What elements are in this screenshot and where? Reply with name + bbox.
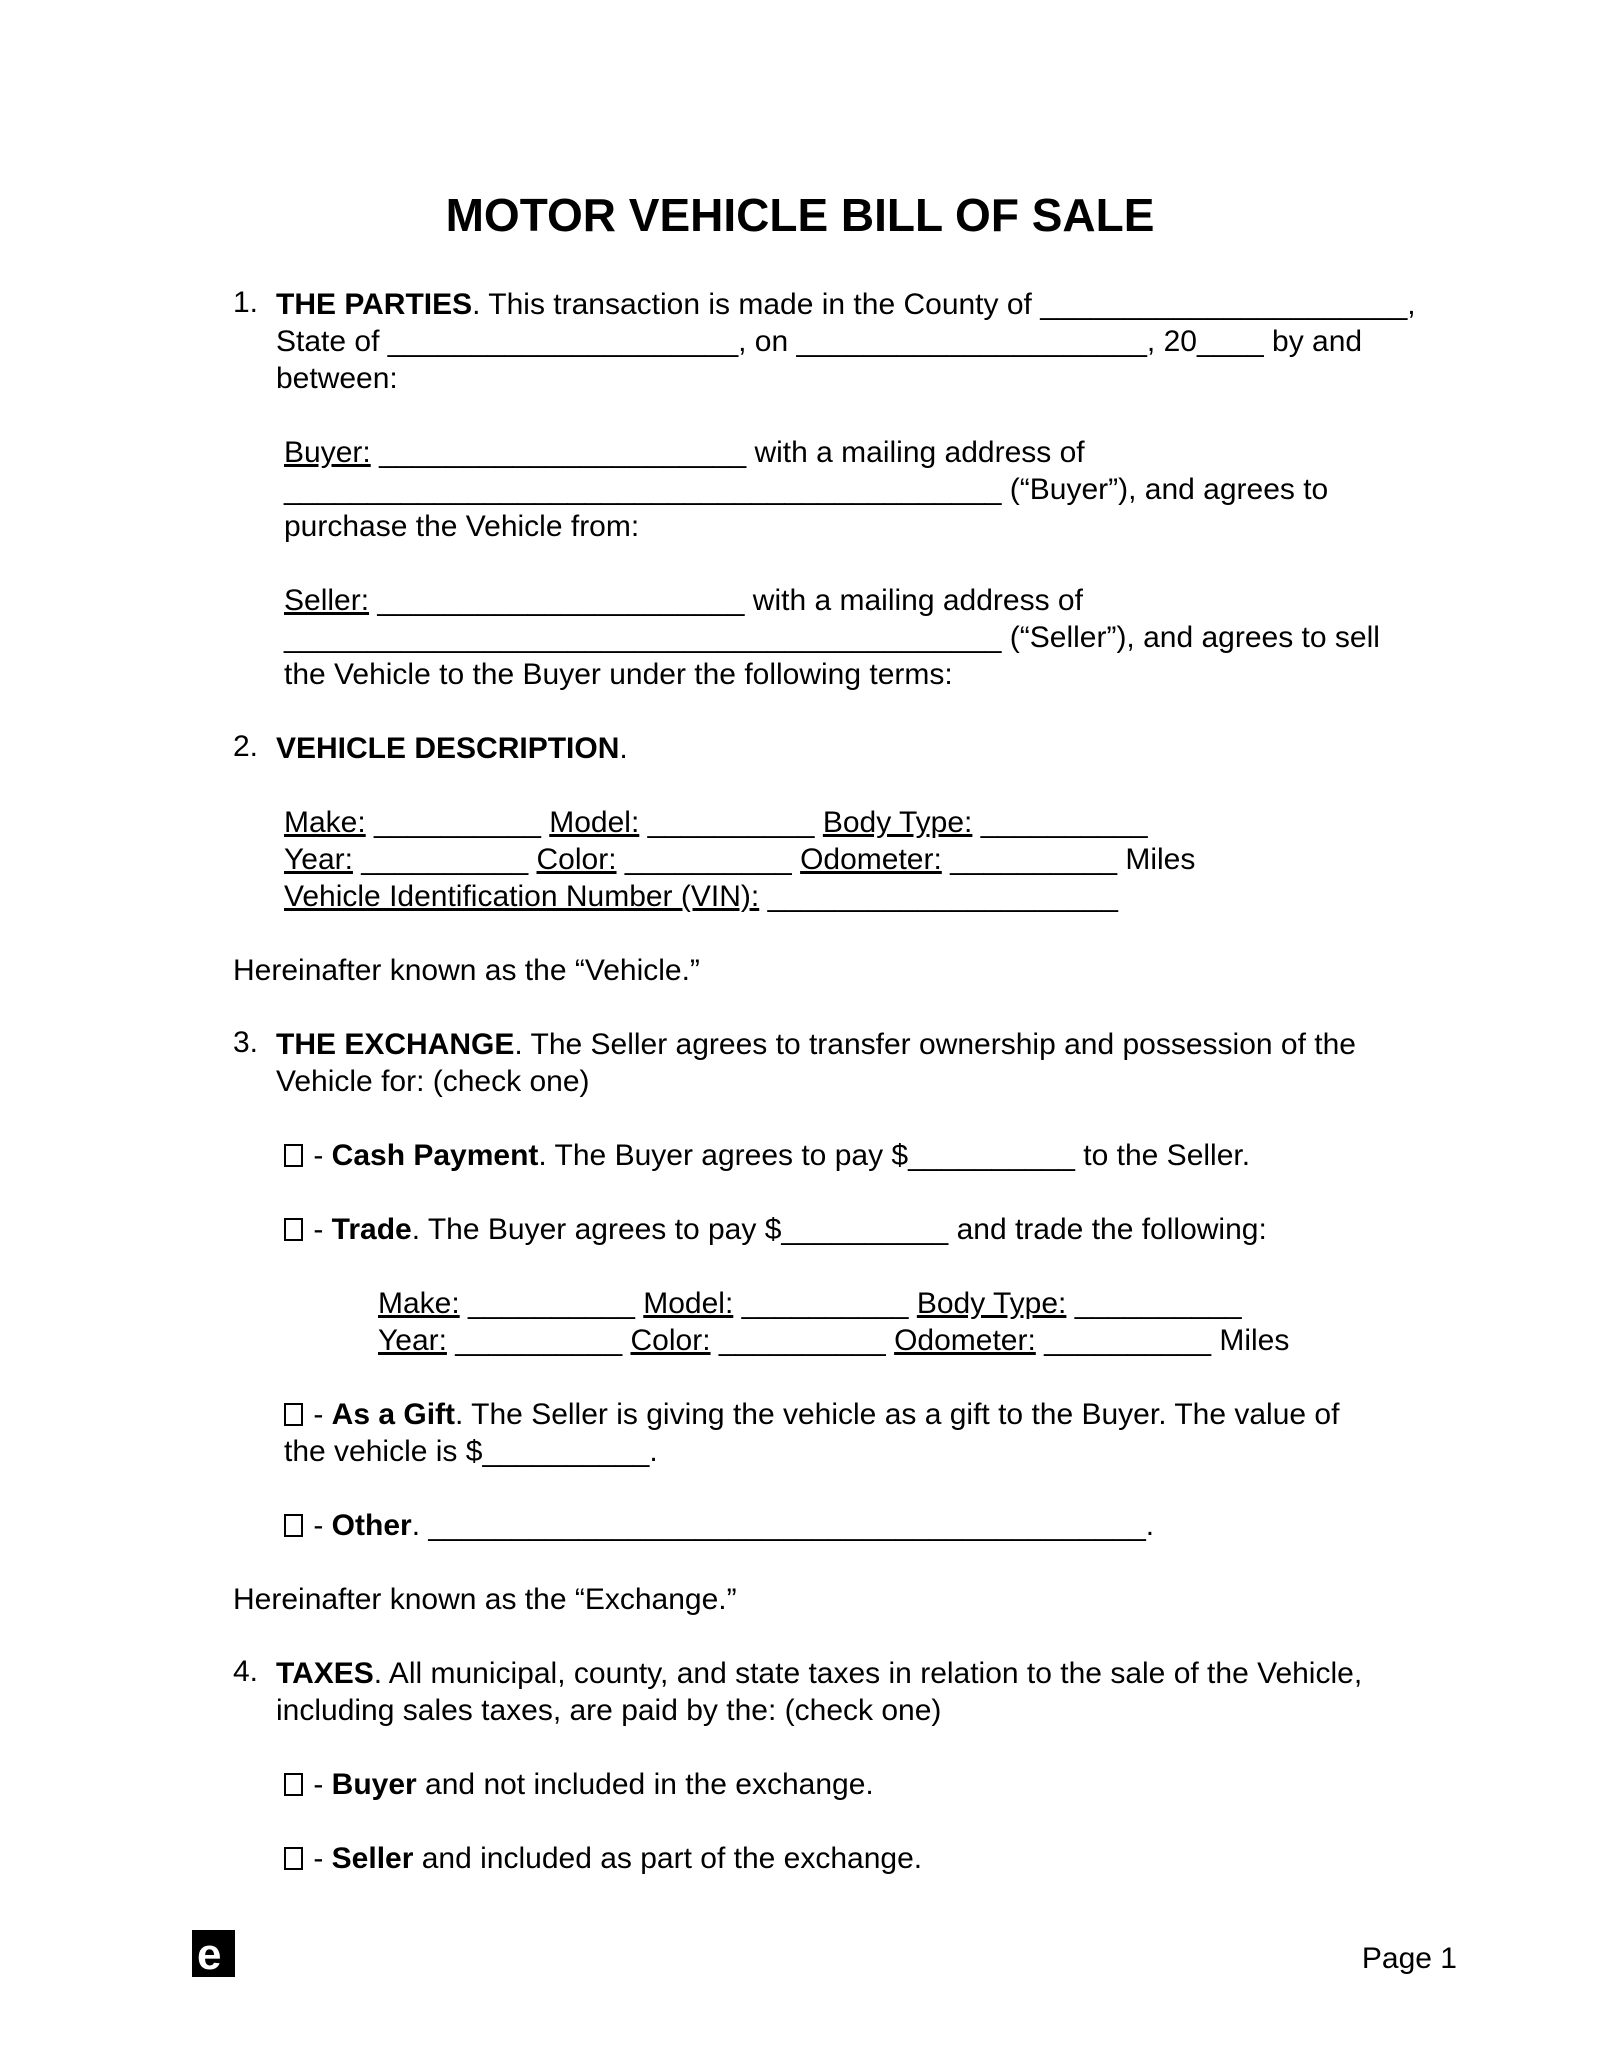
text-line [276,1026,1490,1063]
text-line [284,841,1490,878]
text-run: . This transaction is made in the County of [472,288,1041,321]
item-number: 3. [233,1026,259,1059]
trade-make-blank[interactable]: __________ [468,1287,635,1320]
as-a-gift-checkbox[interactable] [284,1403,303,1426]
page-number: Page 1 [1361,1942,1457,1975]
trade-make-label: Make: [378,1287,460,1320]
section-1-the-parties [233,286,1490,397]
section-2-vehicle-description [233,730,1490,767]
trade-year-blank[interactable]: __________ [455,1324,623,1357]
text-line [276,1655,1490,1692]
text-line [284,878,1490,915]
trade-color-label: Color: [630,1324,711,1357]
vin-label: Vehicle Identification Number (VIN): [284,880,760,913]
text-run [942,843,950,876]
text-run: purchase the Vehicle from: [284,510,640,543]
text-run: , [1407,288,1416,321]
text-run: to the Seller. [1074,1139,1251,1172]
cash-payment-checkbox[interactable] [284,1144,303,1167]
text-line [284,582,1490,619]
text-line [284,508,1490,545]
item-number: 2. [233,730,259,763]
cash-payment-label: Cash Payment [331,1139,539,1172]
text-run: . The Seller is giving the vehicle as a gift to the Buyer. The value of [455,1398,1340,1431]
text-run: Miles [1211,1324,1290,1357]
text-run: . All municipal, county, and state taxes in relation to the sale of the Vehicle, [373,1657,1363,1690]
text-run: and included as part of the exchange. [413,1842,923,1875]
text-line [276,323,1490,360]
text-run: . The Buyer agrees to pay $ [411,1213,782,1246]
text-line [276,286,1490,323]
buyer-name-blank[interactable]: ______________________ [379,436,747,469]
text-line [276,1692,1490,1729]
text-run [886,1324,894,1357]
text-run: . [649,1435,658,1468]
trade-checkbox[interactable] [284,1218,303,1241]
text-run: - [305,1213,332,1246]
text-run: the vehicle is $ [284,1435,483,1468]
buyer-paragraph [284,434,1490,545]
text-run: between: [276,362,398,395]
vehicle-hereinafter-note [233,952,1490,989]
text-run [541,806,549,839]
text-run: Miles [1117,843,1196,876]
buyer-address-blank[interactable]: ___________________________________________ [284,473,1002,506]
county-blank[interactable]: ______________________ [1040,288,1408,321]
taxes-seller-option [284,1840,1490,1877]
taxes-seller-checkbox[interactable] [284,1847,303,1870]
text-line [284,471,1490,508]
section-3-heading: THE EXCHANGE [276,1028,515,1061]
text-run [972,806,980,839]
text-run: and not included in the exchange. [416,1768,874,1801]
text-run [622,1324,630,1357]
text-run: Hereinafter known as the “Vehicle.” [233,954,700,987]
trade-model-label: Model: [643,1287,734,1320]
text-line [284,804,1490,841]
item-number: 4. [233,1655,259,1688]
text-line [233,952,1490,989]
trade-body-type-label: Body Type: [916,1287,1067,1320]
text-line [284,1507,1490,1544]
text-run: . [1145,1509,1155,1542]
text-run [635,1287,643,1320]
text-line [276,1063,1490,1100]
text-run: - [305,1509,332,1542]
text-line [284,619,1490,656]
vehicle-make-blank[interactable]: __________ [374,806,541,839]
transaction-date-blank[interactable]: _____________________ [796,325,1147,358]
text-run [617,843,625,876]
text-run [460,1287,468,1320]
trade-odometer-label: Odometer: [894,1324,1036,1357]
cash-amount-blank[interactable]: __________ [908,1139,1075,1172]
section-3-the-exchange [233,1026,1490,1100]
text-run: the Vehicle to the Buyer under the following terms: [284,658,953,691]
taxes-buyer-label: Buyer [331,1768,417,1801]
trade-label: Trade [331,1213,412,1246]
text-line [284,434,1490,471]
seller-label: Seller: [284,584,370,617]
seller-name-blank[interactable]: ______________________ [377,584,745,617]
gift-value-blank[interactable]: __________ [482,1435,650,1468]
text-run: , on [738,325,797,358]
logo-letter: e [197,1930,222,1977]
text-run: State of [276,325,388,358]
odometer-label: Odometer: [800,843,942,876]
text-run [639,806,647,839]
section-1-heading: THE PARTIES [276,288,473,321]
text-run [366,806,374,839]
text-run: , 20 [1146,325,1197,358]
other-checkbox[interactable] [284,1514,303,1537]
other-exchange-blank[interactable]: ___________________________________________ [428,1509,1146,1542]
other-label: Other [331,1509,412,1542]
text-line [233,1581,1490,1618]
color-label: Color: [536,843,617,876]
page-title: MOTOR VEHICLE BILL OF SALE [445,189,1155,241]
trade-color-blank[interactable]: __________ [718,1324,886,1357]
text-run: - [305,1842,332,1875]
text-run: with a mailing address of [746,436,1085,469]
text-run [815,806,823,839]
taxes-buyer-checkbox[interactable] [284,1773,303,1796]
trade-model-blank[interactable]: __________ [741,1287,909,1320]
text-line [378,1322,1490,1359]
other-option [284,1507,1490,1544]
text-run: . The Seller agrees to transfer ownership and possession of the [514,1028,1356,1061]
text-run [733,1287,741,1320]
text-run [759,880,767,913]
text-run [1036,1324,1044,1357]
seller-address-blank[interactable]: ___________________________________________ [284,621,1002,654]
text-run [909,1287,917,1320]
section-4-taxes [233,1655,1490,1729]
trade-odometer-blank[interactable]: __________ [1044,1324,1212,1357]
document-body [190,286,1490,1877]
text-line [378,1285,1490,1322]
text-run: (“Seller”), and agrees to sell [1001,621,1380,654]
text-run: by and [1263,325,1363,358]
text-run [711,1324,719,1357]
text-run [371,436,379,469]
trade-amount-blank[interactable]: __________ [781,1213,949,1246]
year-label: Year: [284,843,353,876]
vehicle-body-type-blank[interactable]: __________ [980,806,1148,839]
text-run: - [305,1139,332,1172]
body-type-label: Body Type: [822,806,973,839]
cash-payment-option [284,1137,1490,1174]
text-run: . The Buyer agrees to pay $ [538,1139,909,1172]
trade-year-label: Year: [378,1324,447,1357]
gift-label: As a Gift [331,1398,456,1431]
vehicle-vin-blank[interactable]: _____________________ [767,880,1118,913]
taxes-buyer-option [284,1766,1490,1803]
buyer-label: Buyer: [284,436,371,469]
text-run: - [305,1768,332,1801]
section-2-heading: VEHICLE DESCRIPTION [276,732,620,765]
make-label: Make: [284,806,366,839]
text-line [284,1840,1490,1877]
text-run [528,843,536,876]
vehicle-model-blank[interactable]: __________ [647,806,815,839]
text-line [276,730,1490,767]
text-run [792,843,800,876]
model-label: Model: [549,806,640,839]
text-run: Vehicle for: (check one) [276,1065,590,1098]
text-run: (“Buyer”), and agrees to [1001,473,1329,506]
eforms-logo-icon [192,1930,235,1977]
text-run: Hereinafter known as the “Exchange.” [233,1583,737,1616]
text-run: with a mailing address of [744,584,1083,617]
text-line [284,1766,1490,1803]
text-run: - [305,1398,332,1431]
transaction-year-blank[interactable]: ____ [1196,325,1264,358]
text-line [276,360,1490,397]
section-4-heading: TAXES [276,1657,374,1690]
gift-option [284,1396,1490,1470]
trade-vehicle-fields [378,1285,1490,1359]
text-line [284,656,1490,693]
text-run: . [619,732,628,765]
trade-option [284,1211,1490,1248]
text-run: and trade the following: [948,1213,1267,1246]
item-number: 1. [233,286,259,319]
vehicle-year-blank[interactable]: __________ [361,843,529,876]
text-line [284,1433,1490,1470]
text-line [284,1137,1490,1174]
text-run [1066,1287,1074,1320]
text-run: . [411,1509,429,1542]
vehicle-color-blank[interactable]: __________ [624,843,792,876]
taxes-seller-label: Seller [331,1842,414,1875]
text-run: including sales taxes, are paid by the: (check one) [276,1694,942,1727]
state-blank[interactable]: _____________________ [387,325,739,358]
text-line [284,1211,1490,1248]
vehicle-odometer-blank[interactable]: __________ [950,843,1118,876]
seller-paragraph [284,582,1490,693]
text-line [284,1396,1490,1433]
trade-body-type-blank[interactable]: __________ [1074,1287,1242,1320]
vehicle-description-fields [284,804,1490,915]
exchange-hereinafter-note [233,1581,1490,1618]
